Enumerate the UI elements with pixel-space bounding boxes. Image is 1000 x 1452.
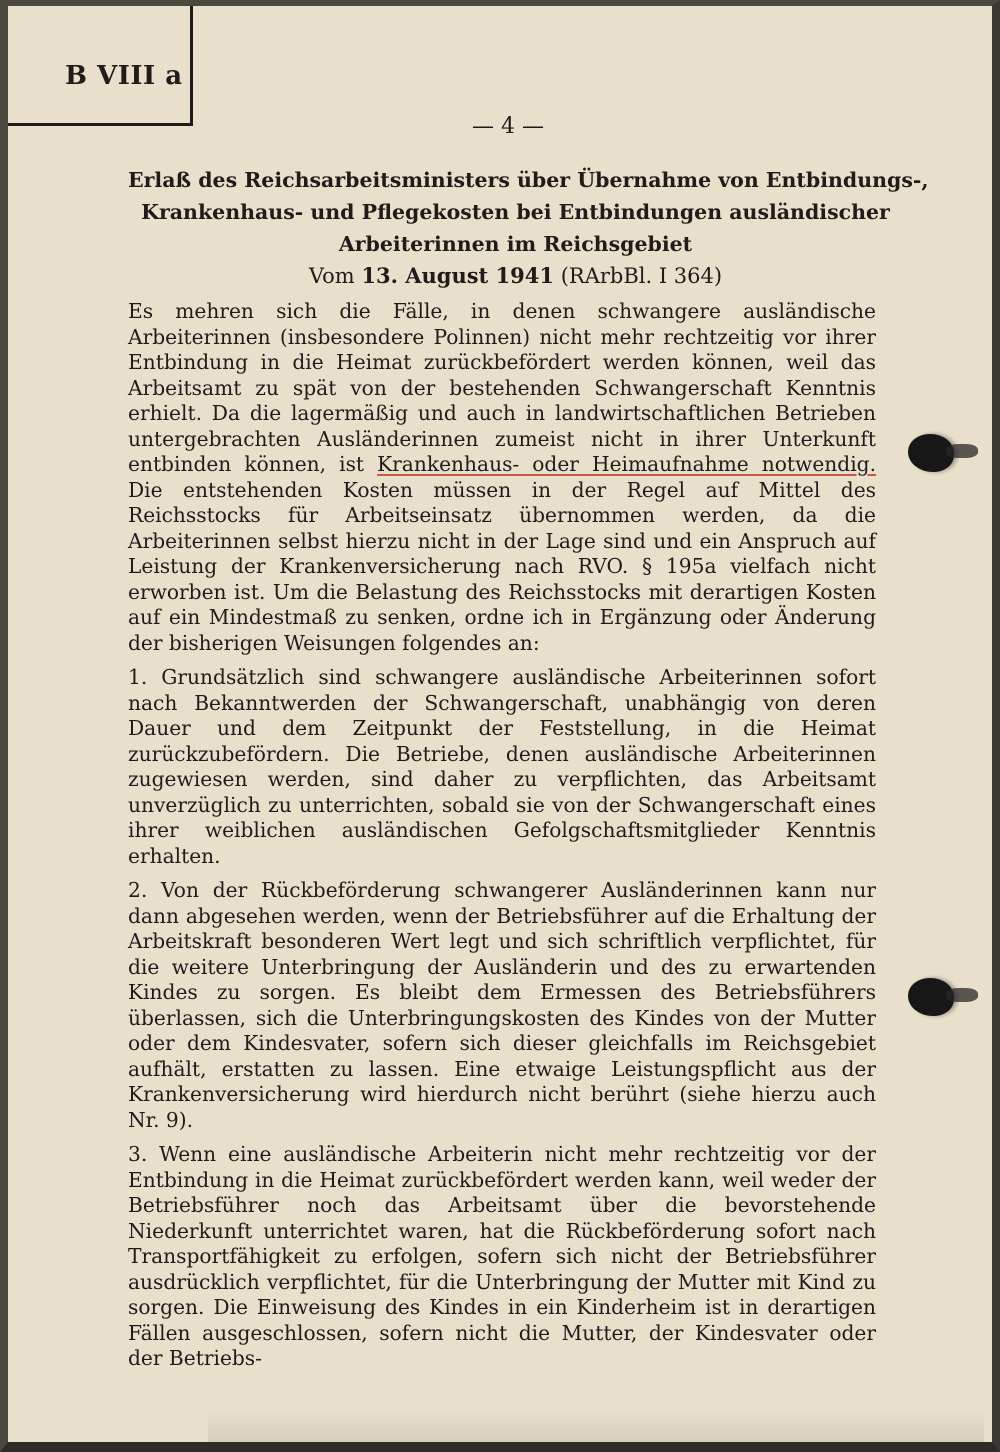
punch-hole-upper [908, 434, 954, 472]
page-number: — 4 — [472, 114, 544, 139]
punch-hole-lower [908, 978, 954, 1016]
intro-text-part-2: Die entstehenden Kosten müssen in der Regel auf Mittel des Reichsstocks für Arbeitseinsatz übernommen werden, da die Arbeiterinnen selbst hierzu nicht in der Lage sind und ein Anspruch auf Leistung der Krankenversicherung nach RVO. § 195a vielfach nicht erworben ist. Um die Belastung des Reichsstocks mit derartigen Kosten auf ein Mindestmaß zu senken, ordne ich in Ergänzung oder Änderung der bisherigen Weisungen folgendes an: [128, 477, 876, 655]
underlined-passage: Krankenhaus- oder Heimaufnahme notwendig. [377, 452, 876, 476]
body-text [128, 299, 876, 1381]
title-line-3: Arbeiterinnen im Reichsgebiet [338, 232, 693, 256]
point-2-paragraph: 2. Von der Rückbeförderung schwangerer Ausländerinnen kann nur dann abgesehen werden, wenn der Betriebsführer auf die Erhaltung der Arbeitskraft besonderen Wert legt und sich schriftlich verpflichtet, für die weitere Unterbringung der Ausländerin und des zu erwartenden Kindes zu sorgen. Es bleibt dem Ermessen des Betriebsführers überlassen, sich die Unterbringungskosten des Kindes von der Mutter oder dem Kindesvater, sofern sich dieser gleichfalls im Reichsgebiet aufhält, erstatten zu lassen. Eine etwaige Leistungspflicht aus der Krankenversicherung wird hierdurch nicht berührt (siehe hierzu auch Nr. 9). [128, 878, 876, 1132]
worn-bottom-edge [208, 1408, 984, 1442]
date-prefix: Vom [308, 264, 362, 288]
title-line-2: Krankenhaus- und Pflegekosten bei Entbindungen ausländischer [141, 200, 890, 224]
point-3-paragraph: 3. Wenn eine ausländische Arbeiterin nicht mehr rechtzeitig vor der Entbindung in die Heimat zurückbefördert werden kann, weil weder der Betriebsführer noch das Arbeitsamt über die bevorstehende Niederkunft unterrichtet waren, hat die Rückbeförderung sofort nach Transportfähigkeit zu erfolgen, sofern sich nicht der Betriebsführer ausdrücklich verpflichtet, für die Unterbringung der Mutter mit Kind zu sorgen. Die Einweisung des Kindes in ein Kinderheim ist in derartigen Fällen ausgeschlossen, sofern nicht die Mutter, der Kindesvater oder der Betriebs- [128, 1142, 876, 1370]
section-label: B VIII a [65, 61, 183, 91]
title-line-1: Erlaß des Reichsarbeitsministers über Übernahme von Entbindungs-, [128, 168, 929, 192]
document-title [128, 164, 929, 292]
date-source: (RArbBl. I 364) [554, 264, 723, 288]
title-date-line [128, 260, 903, 292]
intro-text-part-1: Es mehren sich die Fälle, in denen schwangere ausländische Arbeiterinnen (insbesondere Polinnen) nicht mehr rechtzeitig vor ihrer Entbindung in die Heimat zurückbefördert werden können, weil das Arbeitsamt zu spät von der bestehenden Schwangerschaft Kenntnis erhielt. Da die lagermäßig und auch in landwirtschaftlichen Betrieben untergebrachten Ausländerinnen zumeist nicht in ihrer Unterkunft entbinden können, ist [128, 299, 876, 476]
corner-label-box [8, 6, 193, 126]
intro-paragraph [128, 299, 876, 656]
date-value: 13. August 1941 [361, 263, 555, 288]
point-1-paragraph: 1. Grundsätzlich sind schwangere ausländische Arbeiterinnen sofort nach Bekanntwerden der Schwangerschaft, unabhängig von deren Dauer und dem Zeitpunkt der Feststellung, in die Heimat zurückzubefördern. Die Betriebe, denen ausländische Arbeiterinnen zugewiesen werden, sind daher zu verpflichten, das Arbeitsamt unverzüglich zu unterrichten, sobald sie von der Schwangerschaft eines ihrer weiblichen ausländischen Gefolgschaftsmitglieder Kenntnis erhalten. [128, 665, 876, 868]
